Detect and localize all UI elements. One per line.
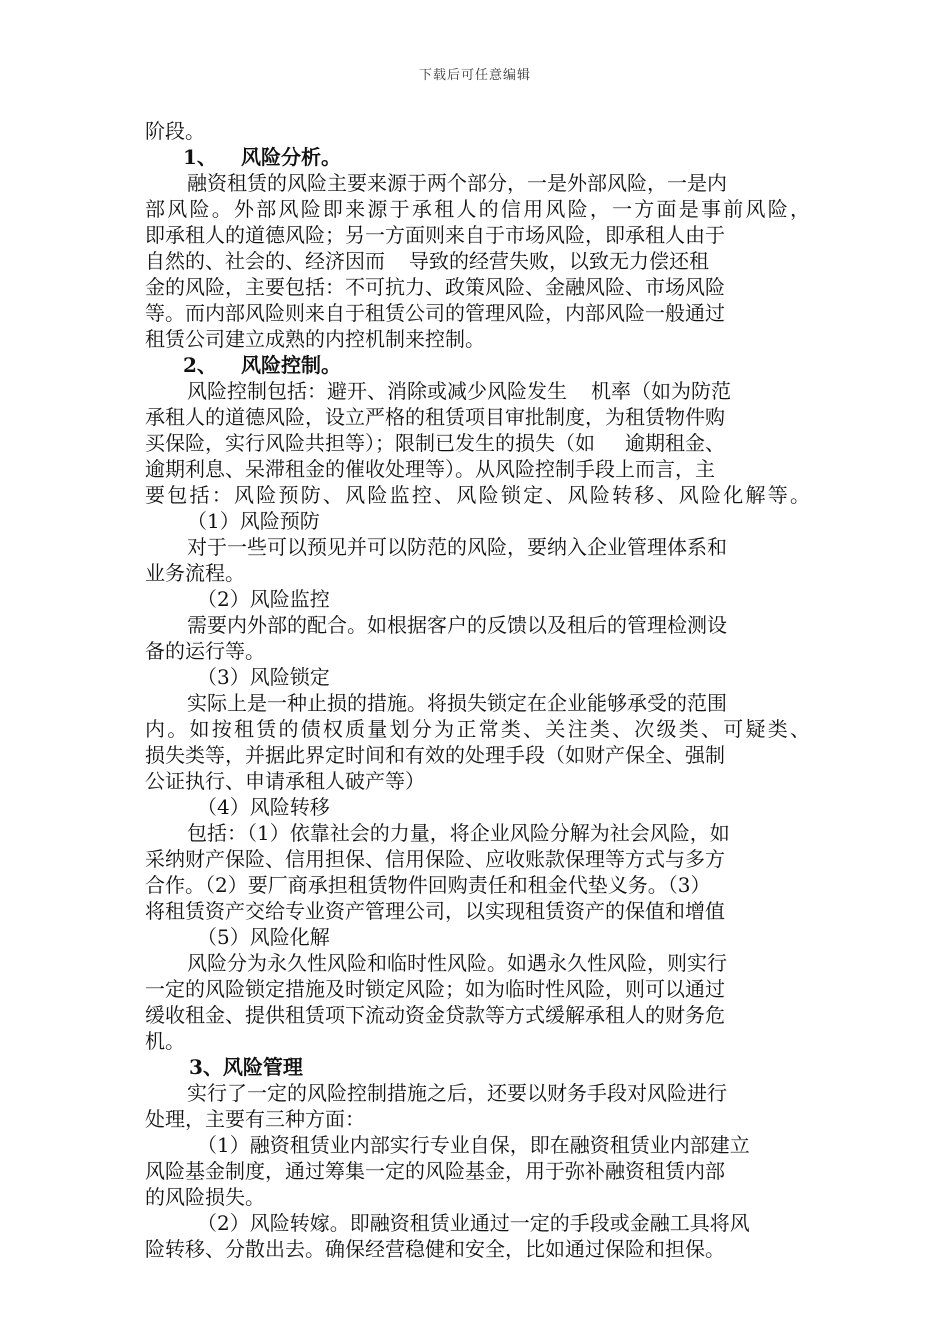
- document-body: [145, 118, 810, 1262]
- paragraph-line: 即承租人的道德风险；另一方面则来自于市场风险，即承租人由于: [145, 223, 725, 247]
- paragraph-line: 备的运行等。: [145, 639, 265, 663]
- paragraph-line: 损失类等，并据此界定时间和有效的处理手段（如财产保全、强制: [145, 743, 725, 767]
- paragraph-line: 要包括：风险预防、风险监控、风险锁定、风险转移、风险化解等。: [145, 483, 810, 507]
- paragraph-line: 融资租赁的风险主要来源于两个部分，一是外部风险，一是内: [187, 171, 727, 195]
- paragraph-line: 风险基金制度，通过筹集一定的风险基金，用于弥补融资租赁内部: [145, 1159, 725, 1183]
- paragraph-line: 机。: [145, 1029, 185, 1053]
- section-number: 2、: [183, 353, 217, 377]
- section-heading-2: [145, 352, 810, 378]
- paragraph-line: 内。如按租赁的债权质量划分为正常类、关注类、次级类、可疑类、: [145, 717, 810, 741]
- paragraph-line: 业务流程。: [145, 561, 245, 585]
- paragraph-line: 阶段。: [145, 119, 205, 143]
- paragraph-line: [145, 248, 810, 274]
- paragraph-line: （1）融资租赁业内部实行专业自保，即在融资租赁业内部建立: [197, 1133, 750, 1157]
- paragraph-line: （2）风险转嫁。即融资租赁业通过一定的手段或金融工具将风: [197, 1211, 750, 1235]
- paragraph-line: 实际上是一种止损的措施。将损失锁定在企业能够承受的范围: [187, 691, 727, 715]
- paragraph-line: 租赁公司建立成熟的内控机制来控制。: [145, 327, 485, 351]
- text-fragment: 机率（如为防范: [591, 379, 731, 403]
- subsection-label: （4）风险转移: [197, 795, 330, 819]
- paragraph-line: 等。而内部风险则来自于租赁公司的管理风险，内部风险一般通过: [145, 301, 725, 325]
- paragraph-line: 需要内外部的配合。如根据客户的反馈以及租后的管理检测设: [187, 613, 727, 637]
- text-fragment: 逾期租金、: [625, 431, 725, 455]
- paragraph-line: 对于一些可以预见并可以防范的风险，要纳入企业管理体系和: [187, 535, 727, 559]
- subsection-label: （3）风险锁定: [197, 665, 330, 689]
- paragraph-line: 逾期利息、呆滞租金的催收处理等）。从风险控制手段上而言，主: [145, 457, 715, 481]
- paragraph-line: 处理，主要有三种方面：: [145, 1107, 365, 1131]
- paragraph-line: 合作。（2）要厂商承担租赁物件回购责任和租金代垫义务。（3）: [145, 873, 711, 897]
- text-fragment: 导致的经营失败，以致无力偿还租: [409, 249, 709, 273]
- subsection-label: （2）风险监控: [197, 587, 330, 611]
- paragraph-line: 风险分为永久性风险和临时性风险。如遇永久性风险，则实行: [187, 951, 727, 975]
- section-title: 风险分析。: [241, 145, 341, 169]
- subsection-label: （1）风险预防: [187, 509, 320, 533]
- paragraph-line: 险转移、分散出去。确保经营稳健和安全，比如通过保险和担保。: [145, 1237, 725, 1261]
- paragraph-line: 实行了一定的风险控制措施之后，还要以财务手段对风险进行: [187, 1081, 727, 1105]
- paragraph-line: 采纳财产保险、信用担保、信用保险、应收账款保理等方式与多方: [145, 847, 725, 871]
- paragraph-line: [145, 430, 810, 456]
- paragraph-line: 承租人的道德风险，设立严格的租赁项目审批制度，为租赁物件购: [145, 405, 725, 429]
- section-heading-1: [145, 144, 810, 170]
- section-number: 1、: [183, 145, 217, 169]
- paragraph-line: 缓收租金、提供租赁项下流动资金贷款等方式缓解承租人的财务危: [145, 1003, 725, 1027]
- paragraph-line: 将租赁资产交给专业资产管理公司，以实现租赁资产的保值和增值: [145, 899, 725, 923]
- text-fragment: 风险控制包括：避开、消除或减少风险发生: [187, 379, 567, 403]
- subsection-label: （5）风险化解: [197, 925, 330, 949]
- paragraph-line: 包括：（1）依靠社会的力量，将企业风险分解为社会风险，如: [187, 821, 730, 845]
- paragraph-line: 金的风险，主要包括：不可抗力、政策风险、金融风险、市场风险: [145, 275, 725, 299]
- paragraph-line: 一定的风险锁定措施及时锁定风险；如为临时性风险，则可以通过: [145, 977, 725, 1001]
- paragraph-line: [145, 378, 810, 404]
- text-fragment: 自然的、社会的、经济因而: [145, 249, 385, 273]
- section-heading-3: 3、风险管理: [189, 1055, 303, 1079]
- paragraph-line: 部风险。外部风险即来源于承租人的信用风险，一方面是事前风险，: [145, 197, 810, 221]
- text-fragment: 买保险，实行风险共担等）；限制已发生的损失（如: [145, 431, 595, 455]
- paragraph-line: 的风险损失。: [145, 1185, 265, 1209]
- paragraph-line: 公证执行、申请承租人破产等）: [145, 769, 425, 793]
- section-title: 风险控制。: [241, 353, 341, 377]
- page-header: 下载后可任意编辑: [418, 68, 531, 83]
